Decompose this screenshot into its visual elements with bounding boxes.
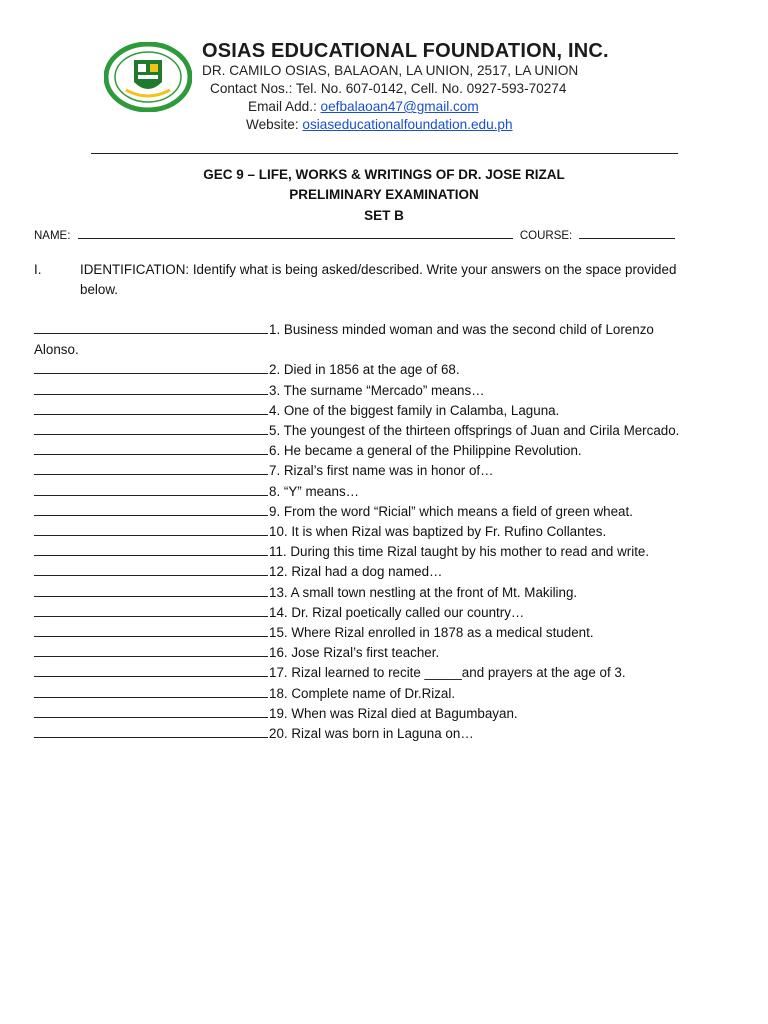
question-item bbox=[34, 360, 694, 380]
question-text: 17. Rizal learned to recite _____and prayers at the age of 3. bbox=[269, 665, 626, 681]
question-item bbox=[34, 522, 694, 542]
question-text: 13. A small town nestling at the front of Mt. Makiling. bbox=[269, 584, 578, 600]
question-text: 19. When was Rizal died at Bagumbayan. bbox=[269, 705, 518, 721]
org-address: DR. CAMILO OSIAS, BALAOAN, LA UNION, 2517, LA UNION bbox=[202, 63, 579, 78]
question-item bbox=[34, 482, 694, 502]
answer-blank[interactable] bbox=[34, 502, 268, 516]
section-instruction: IDENTIFICATION: Identify what is being asked/described. Write your answers on the space provided below. bbox=[80, 262, 677, 297]
exam-type: PRELIMINARY EXAMINATION bbox=[289, 187, 479, 202]
answer-blank[interactable] bbox=[34, 663, 268, 677]
header-divider bbox=[91, 153, 678, 154]
question-text: 2. Died in 1856 at the age of 68. bbox=[269, 362, 460, 378]
question-item bbox=[34, 623, 694, 643]
answer-blank[interactable] bbox=[34, 401, 268, 415]
org-name: OSIAS EDUCATIONAL FOUNDATION, INC. bbox=[202, 40, 609, 62]
question-text: 20. Rizal was born in Laguna on… bbox=[269, 726, 474, 742]
letterhead bbox=[100, 38, 700, 138]
website-link[interactable]: osiaseducationalfoundation.edu.ph bbox=[302, 117, 513, 132]
answer-blank[interactable] bbox=[34, 603, 268, 617]
name-field[interactable] bbox=[78, 227, 513, 239]
answer-blank[interactable] bbox=[34, 542, 268, 556]
answer-blank[interactable] bbox=[34, 562, 268, 576]
question-item bbox=[34, 381, 694, 401]
question-text: 18. Complete name of Dr.Rizal. bbox=[269, 685, 456, 701]
question-item bbox=[34, 663, 694, 683]
course-title: GEC 9 – LIFE, WORKS & WRITINGS OF DR. JOSE RIZAL bbox=[203, 167, 565, 182]
email-link[interactable]: oefbalaoan47@gmail.com bbox=[320, 99, 479, 114]
question-item bbox=[34, 461, 694, 481]
question-text: 3. The surname “Mercado” means… bbox=[269, 382, 485, 398]
question-text: 1. Business minded woman and was the second child of Lorenzo Alonso. bbox=[34, 322, 654, 358]
email-label: Email Add.: bbox=[248, 99, 321, 114]
answer-blank[interactable] bbox=[34, 441, 268, 455]
question-text: 12. Rizal had a dog named… bbox=[269, 564, 443, 580]
question-item bbox=[34, 542, 694, 562]
question-text: 5. The youngest of the thirteen offsprings of Juan and Cirila Mercado. bbox=[269, 423, 680, 439]
section-number: I. bbox=[34, 262, 42, 277]
course-field[interactable] bbox=[579, 227, 675, 239]
answer-blank[interactable] bbox=[34, 583, 268, 597]
identification-instructions bbox=[34, 260, 694, 300]
answer-blank[interactable] bbox=[34, 724, 268, 738]
question-list bbox=[34, 320, 694, 744]
answer-blank[interactable] bbox=[34, 522, 268, 536]
answer-blank[interactable] bbox=[34, 461, 268, 475]
org-contact: Contact Nos.: Tel. No. 607-0142, Cell. No. 0927-593-70274 bbox=[210, 81, 567, 96]
question-text: 16. Jose Rizal’s first teacher. bbox=[269, 645, 440, 661]
question-text: 10. It is when Rizal was baptized by Fr. Rufino Collantes. bbox=[269, 524, 607, 540]
website-label: Website: bbox=[246, 117, 303, 132]
question-text: 7. Rizal’s first name was in honor of… bbox=[269, 463, 494, 479]
answer-blank[interactable] bbox=[34, 684, 268, 698]
answer-blank[interactable] bbox=[34, 381, 268, 395]
question-item bbox=[34, 684, 694, 704]
answer-blank[interactable] bbox=[34, 704, 268, 718]
question-item bbox=[34, 603, 694, 623]
question-item bbox=[34, 562, 694, 582]
question-item bbox=[34, 421, 694, 441]
question-text: 15. Where Rizal enrolled in 1878 as a medical student. bbox=[269, 625, 594, 641]
exam-set: SET B bbox=[364, 208, 404, 223]
answer-blank[interactable] bbox=[34, 320, 268, 334]
school-seal-icon bbox=[104, 42, 192, 112]
question-text: 6. He became a general of the Philippine Revolution. bbox=[269, 443, 582, 459]
name-label: NAME: bbox=[34, 230, 71, 242]
question-item bbox=[34, 401, 694, 421]
answer-blank[interactable] bbox=[34, 643, 268, 657]
org-email bbox=[202, 98, 702, 116]
question-item bbox=[34, 502, 694, 522]
answer-blank[interactable] bbox=[34, 360, 268, 374]
question-item bbox=[34, 441, 694, 461]
question-item bbox=[34, 724, 694, 744]
question-item bbox=[34, 583, 694, 603]
question-text: 11. During this time Rizal taught by his mother to read and write. bbox=[269, 544, 650, 560]
question-text: 9. From the word “Ricial” which means a field of green wheat. bbox=[269, 503, 633, 519]
question-item bbox=[34, 320, 694, 360]
answer-blank[interactable] bbox=[34, 421, 268, 435]
course-label: COURSE: bbox=[519, 230, 573, 242]
question-item bbox=[34, 643, 694, 663]
question-text: 14. Dr. Rizal poetically called our country… bbox=[269, 604, 525, 620]
answer-blank[interactable] bbox=[34, 623, 268, 637]
question-text: 8. “Y” means… bbox=[269, 483, 360, 499]
org-website bbox=[202, 116, 702, 134]
answer-blank[interactable] bbox=[34, 482, 268, 496]
student-info-row bbox=[34, 227, 714, 244]
question-item bbox=[34, 704, 694, 724]
question-text: 4. One of the biggest family in Calamba, Laguna. bbox=[269, 402, 560, 418]
